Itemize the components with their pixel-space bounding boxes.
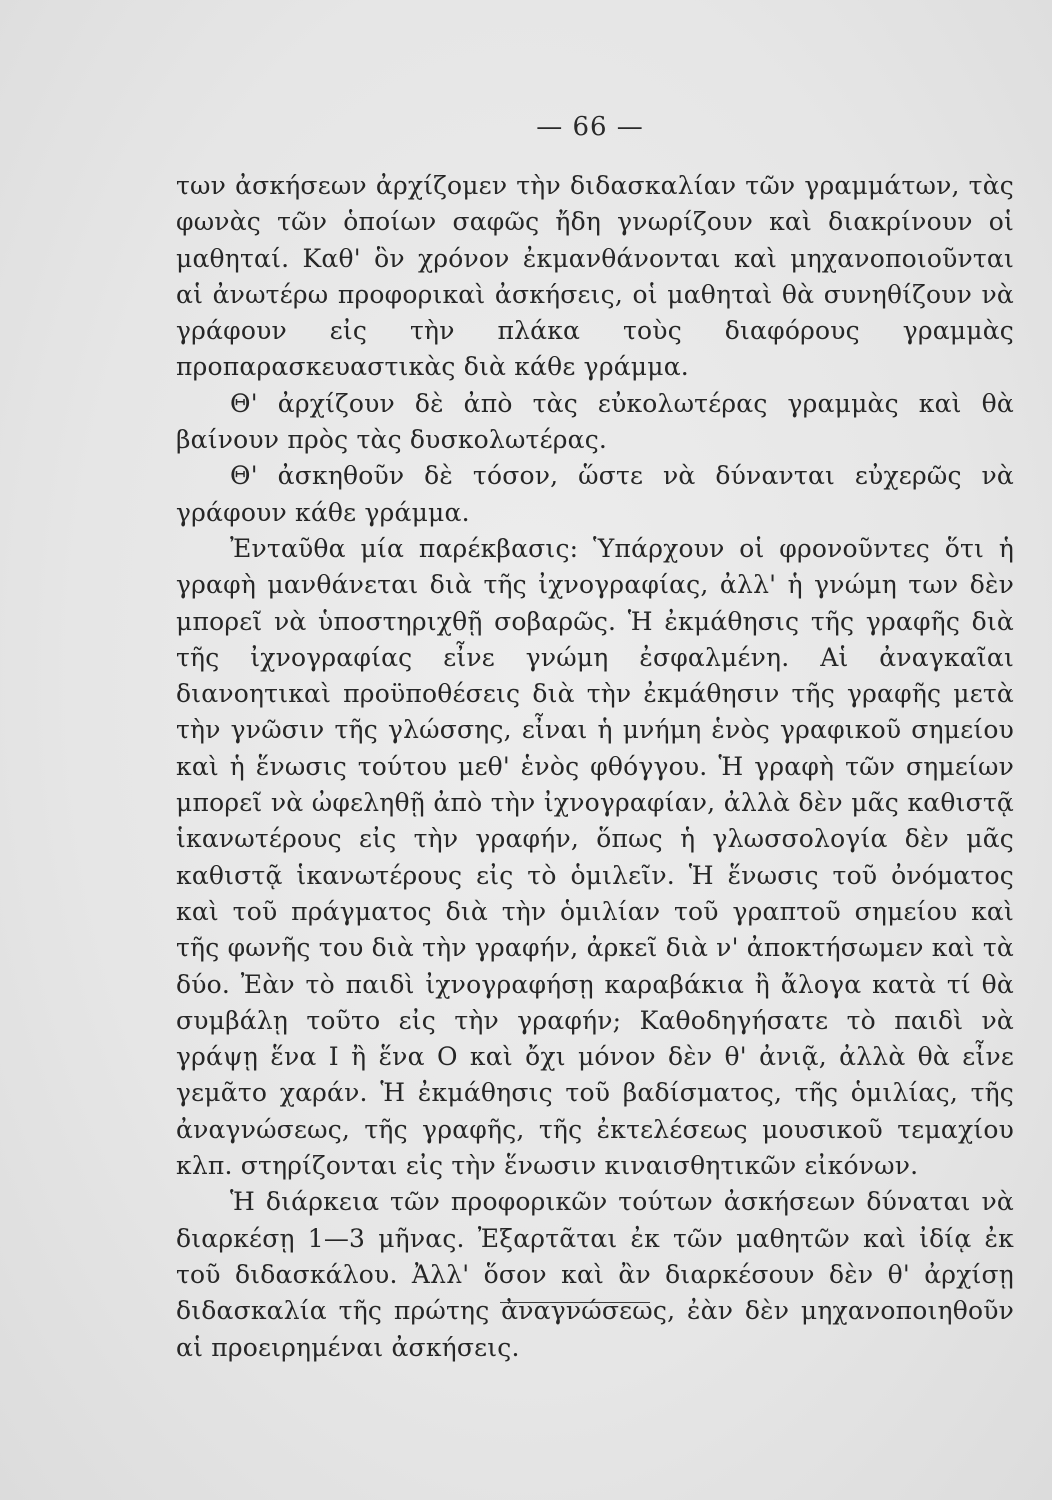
section-end-rule bbox=[500, 1302, 650, 1303]
paragraph-4: Ἐνταῦθα μία παρέκβασις: Ὑπάρχουν οἱ φρονοῦντες ὅτι ἡ γραφὴ μανθάνεται διὰ τῆς ἰχνογραφίας, ἀλλ' ἡ γνώμη των δὲν μπορεῖ νὰ ὑποστηριχθῇ σοβαρῶς. Ἡ ἐκμάθησις τῆς γραφῆς διὰ τῆς ἰχνογραφίας εἶνε γνώμη ἐσφαλμένη. Αἱ ἀναγκαῖαι διανοητικαὶ προϋποθέσεις διὰ τὴν ἐκμάθησιν τῆς γραφῆς μετὰ τὴν γνῶσιν τῆς γλώσσης, εἶναι ἡ μνήμη ἑνὸς γραφικοῦ σημείου καὶ ἡ ἕνωσις τούτου μεθ' ἑνὸς φθόγγου. Ἡ γραφὴ τῶν σημείων μπορεῖ νὰ ὠφεληθῇ ἀπὸ τὴν ἰχνογραφίαν, ἀλλὰ δὲν μᾶς καθιστᾷ ἱκανωτέρους εἰς τὴν γραφήν, ὅπως ἡ γλωσσολογία δὲν μᾶς καθιστᾷ ἱκανωτέρους εἰς τὸ ὁμιλεῖν. Ἡ ἕνωσις τοῦ ὀνόματος καὶ τοῦ πράγματος διὰ τὴν ὁμιλίαν τοῦ γραπτοῦ σημείου καὶ τῆς φωνῆς του διὰ τὴν γραφήν, ἀρκεῖ διὰ ν' ἀποκτήσωμεν καὶ τὰ δύο. Ἐὰν τὸ παιδὶ ἰχνογραφήσῃ καραβάκια ἢ ἄλογα κατὰ τί θὰ συμβάλῃ τοῦτο εἰς τὴν γραφήν; Καθοδηγήσατε τὸ παιδὶ νὰ γράψῃ ἕνα Ι ἢ ἕνα Ο καὶ ὄχι μόνον δὲν θ' ἀνιᾷ, ἀλλὰ θὰ εἶνε γεμᾶτο χαράν. Ἡ ἐκμάθησις τοῦ βαδίσματος, τῆς ὁμιλίας, τῆς ἀναγνώσεως, τῆς γραφῆς, τῆς ἐκτελέσεως μουσικοῦ τεμαχίου κλπ. στηρίζονται εἰς τὴν ἕνωσιν κιναισθητικῶν εἰκόνων. bbox=[176, 533, 1014, 1181]
paragraph-5: Ἡ διάρκεια τῶν προφορικῶν τούτων ἀσκήσεων δύναται νὰ διαρκέσῃ 1—3 μῆνας. Ἐξαρτᾶται ἐκ τῶν μαθητῶν καὶ ἰδίᾳ ἐκ τοῦ διδασκάλου. Ἀλλ' ὅσον καὶ ἂν διαρκέσουν δὲν θ' ἀρχίσῃ διδασκαλία τῆς πρώτης ἀναγνώσεως, ἐὰν δὲν μηχανοποιηθοῦν αἱ προειρημέναι ἀσκήσεις. bbox=[176, 1187, 1014, 1362]
paragraph-3: Θ' ἀσκηθοῦν δὲ τόσον, ὥστε νὰ δύνανται εὐχερῶς νὰ γράφουν κάθε γράμμα. bbox=[176, 461, 1014, 527]
paragraph-2: Θ' ἀρχίζουν δὲ ἀπὸ τὰς εὐκολωτέρας γραμμὰς καὶ θὰ βαίνουν πρὸς τὰς δυσκολωτέρας. bbox=[176, 388, 1014, 455]
body-text bbox=[176, 168, 1014, 1366]
page-number: — 66 — bbox=[536, 112, 644, 142]
paragraph-1: των ἀσκήσεων ἀρχίζομεν τὴν διδασκαλίαν τῶν γραμμάτων, τὰς φωνὰς τῶν ὁποίων σαφῶς ἤδη γνωρίζουν καὶ διακρίνουν οἱ μαθηταί. Καθ' ὃν χρόνον ἐκμανθάνονται καὶ μηχανοποιοῦνται αἱ ἀνωτέρω προφορικαὶ ἀσκήσεις, οἱ μαθηταὶ θὰ συνηθίζουν νὰ γράφουν εἰς τὴν πλάκα τοὺς διαφόρους γραμμὰς προπαρασκευαστικὰς διὰ κάθε γράμμα. bbox=[176, 171, 1014, 382]
